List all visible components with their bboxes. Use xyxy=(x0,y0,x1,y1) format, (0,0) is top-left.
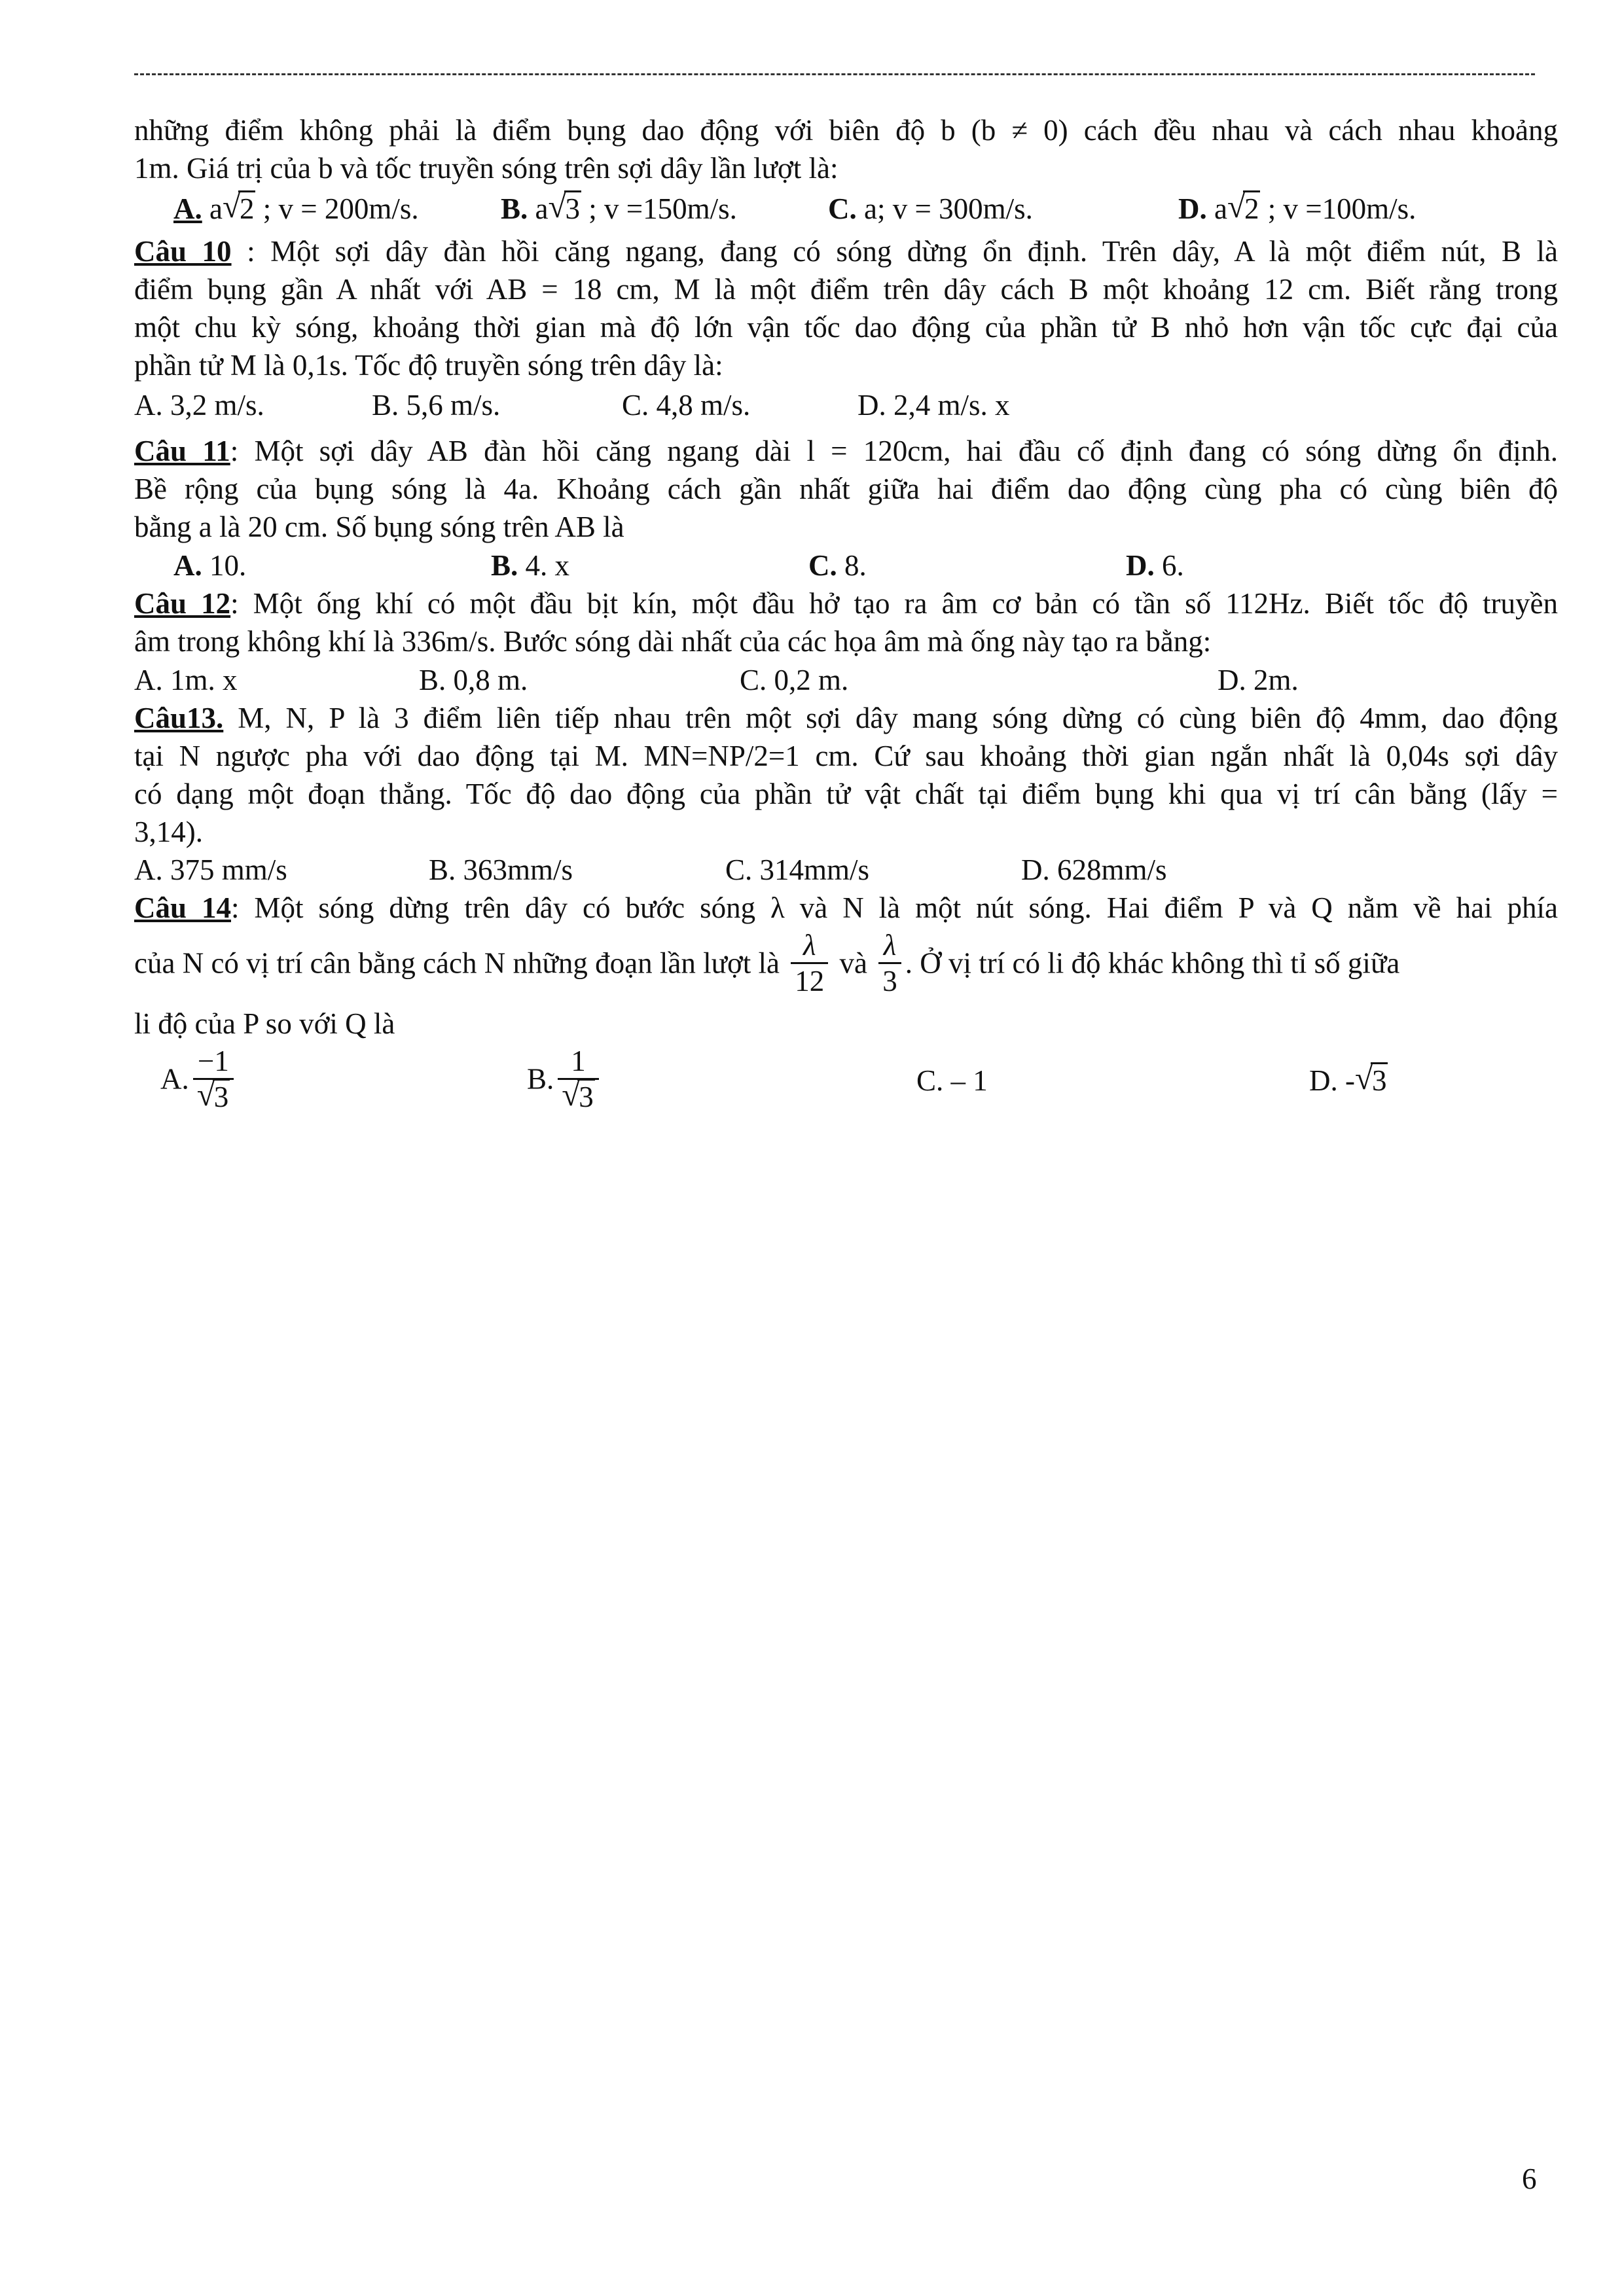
q13-line-2: tại N ngược pha với dao động tại M. MN=NP/2=1 cm. Cứ sau khoảng thời gian ngắn nhất là 0,04s sợi dây xyxy=(134,740,1558,772)
q10-option-a: A. 3,2 m/s. xyxy=(134,389,264,422)
q12-line-2: âm trong không khí là 336m/s. Bước sóng dài nhất của các họa âm mà ống này tạo ra bằng: xyxy=(134,625,1212,658)
q11-option-c: C. 8. xyxy=(808,549,867,582)
sqrt-symbol: √ 3 xyxy=(548,188,580,225)
q10-label: Câu 10 xyxy=(134,235,232,268)
q13-line-3: có dạng một đoạn thẳng. Tốc độ dao động của phần tử vật chất tại điểm bụng khi qua vị trí cân bằng (lấy = xyxy=(134,778,1558,810)
intro-line-2: 1m. Giá trị của b và tốc truyền sóng trên sợi dây lần lượt là: xyxy=(134,152,839,185)
intro-option-c: C. a; v = 300m/s. xyxy=(828,192,1033,225)
q11-line-3: bằng a là 20 cm. Số bụng sóng trên AB là xyxy=(134,511,624,543)
q11-option-b: B. 4. x xyxy=(491,549,570,582)
q14-line-1: Câu 14: Một sóng dừng trên dây có bước sóng λ và N là một nút sóng. Hai điểm P và Q nằm về hai phía xyxy=(134,891,1558,924)
q13-option-b: B. 363mm/s xyxy=(429,853,573,886)
intro-line-1: những điểm không phải là điểm bụng dao động với biên độ b (b ≠ 0) cách đều nhau và cách nhau khoảng xyxy=(134,114,1558,147)
q12-option-b: B. 0,8 m. xyxy=(419,664,528,696)
q14-option-d: D. - √ 3 xyxy=(1309,1062,1388,1100)
q14-line-3: li độ của P so với Q là xyxy=(134,1007,395,1040)
fraction-lambda-3: $\frac{\lambda}{3}$ xyxy=(878,928,901,998)
q12-option-a: A. 1m. x xyxy=(134,664,238,696)
dashed-separator xyxy=(134,73,1535,75)
q14-option-a: A. −1 √ 3 xyxy=(160,1044,238,1114)
q13-option-c: C. 314mm/s xyxy=(725,853,870,886)
sqrt-symbol: √ 3 xyxy=(1354,1060,1387,1097)
q12-option-d: D. 2m. xyxy=(1218,664,1299,696)
intro-option-d: D. a √ 2 ; v =100m/s. xyxy=(1178,190,1416,228)
intro-option-a: A. a √ 2 ; v = 200m/s. xyxy=(173,190,419,228)
sqrt-symbol: √ 2 xyxy=(1227,188,1259,225)
q10-line-4: phần tử M là 0,1s. Tốc độ truyền sóng trên dây là: xyxy=(134,349,723,382)
q12-line-1: Câu 12: Một ống khí có một đầu bịt kín, một đầu hở tạo ra âm cơ bản có tần số 112Hz. Biết tốc độ truyền xyxy=(134,587,1558,620)
q13-option-a: A. 375 mm/s xyxy=(134,853,287,886)
page-number: 6 xyxy=(1522,2162,1537,2195)
q13-label: Câu13. xyxy=(134,702,224,734)
q11-option-d: D. 6. xyxy=(1126,549,1184,582)
q10-line-3: một chu kỳ sóng, khoảng thời gian mà độ lớn vận tốc dao động của phần tử B nhỏ hơn vận tốc cực đại của xyxy=(134,311,1558,344)
q13-line-1: Câu13. M, N, P là 3 điểm liên tiếp nhau trên một sợi dây mang sóng dừng có cùng biên độ 4mm, dao động xyxy=(134,702,1558,734)
sqrt-symbol: √ 3 xyxy=(196,1076,229,1113)
q10-line-2: điểm bụng gần A nhất với AB = 18 cm, M là một điểm trên dây cách B một khoảng 12 cm. Biết rằng trong xyxy=(134,273,1558,306)
sqrt-symbol: √ 2 xyxy=(222,188,255,225)
q12-label: Câu 12 xyxy=(134,587,231,620)
q10-option-d: D. 2,4 m/s. x xyxy=(857,389,1010,422)
q14-line-2: của N có vị trí cân bằng cách N những đoạn lần lượt là $\frac{\lambda}{12}$ và $\frac{\lambda}{3}$ . Ở vị trí có li độ khác không thì tỉ số giữa xyxy=(134,929,1400,997)
fraction-lambda-12: $\frac{\lambda}{12}$ xyxy=(791,928,828,998)
q11-label: Câu 11 xyxy=(134,435,230,467)
q11-option-a: A. 10. xyxy=(173,549,247,582)
q10-option-b: B. 5,6 m/s. xyxy=(372,389,501,422)
q10-option-c: C. 4,8 m/s. xyxy=(622,389,751,422)
q10-line-1: Câu 10 : Một sợi dây đàn hồi căng ngang, đang có sóng dừng ổn định. Trên dây, A là một điểm nút, B là xyxy=(134,235,1558,268)
q14-option-c: C. – 1 xyxy=(916,1064,988,1097)
q11-line-1: Câu 11: Một sợi dây AB đàn hồi căng ngang dài l = 120cm, hai đầu cố định đang có sóng dừng ổn định. xyxy=(134,435,1558,467)
sqrt-symbol: √ 3 xyxy=(562,1076,594,1113)
q12-option-c: C. 0,2 m. xyxy=(740,664,849,696)
q14-label: Câu 14 xyxy=(134,891,231,924)
fraction-minus-one-over-sqrt3: −1 √ 3 xyxy=(193,1044,234,1114)
q14-option-b: B. 1 √ 3 xyxy=(527,1044,603,1114)
fraction-one-over-sqrt3: 1 √ 3 xyxy=(558,1044,599,1114)
q11-line-2: Bề rộng của bụng sóng là 4a. Khoảng cách gần nhất giữa hai điểm dao động cùng pha có cùng biên độ xyxy=(134,473,1558,505)
q13-option-d: D. 628mm/s xyxy=(1021,853,1167,886)
intro-option-b: B. a √ 3 ; v =150m/s. xyxy=(501,190,737,228)
q13-line-4: 3,14). xyxy=(134,816,203,848)
